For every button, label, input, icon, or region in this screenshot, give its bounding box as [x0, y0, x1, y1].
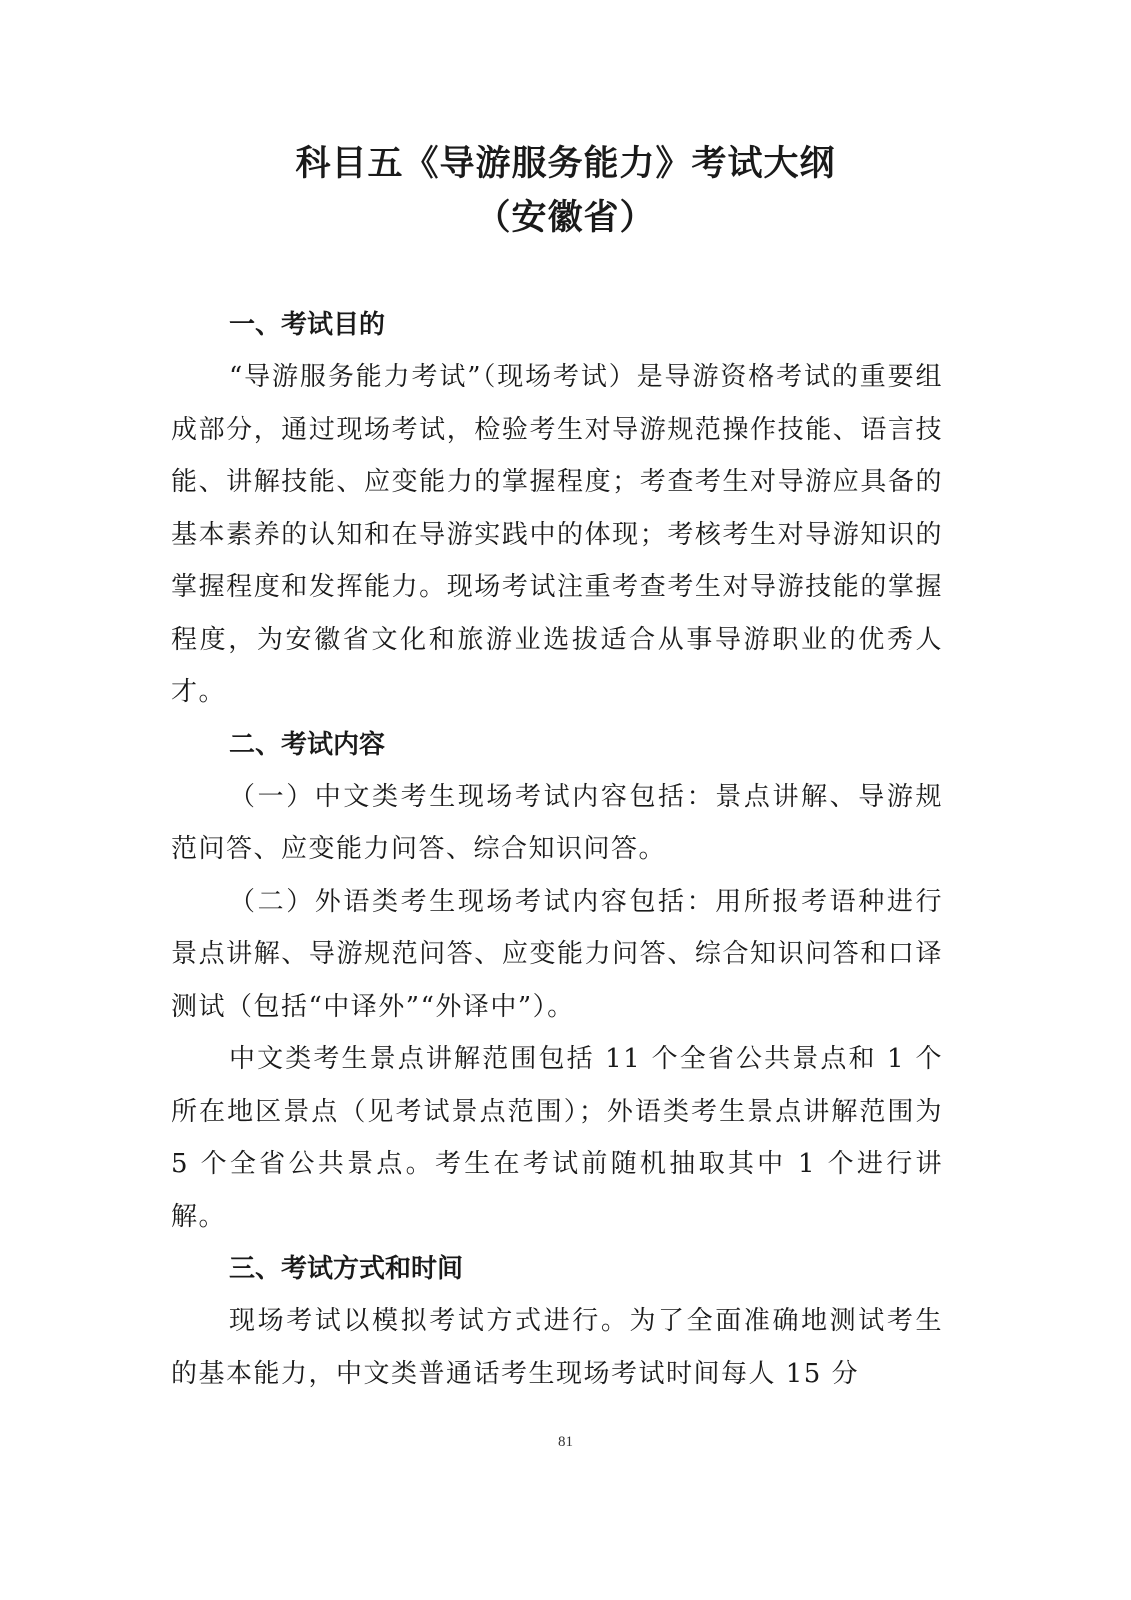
paragraph: 现场考试以模拟考试方式进行。为了全面准确地测试考生的基本能力，中文类普通话考生现场考试时间每人 15 分 [171, 1306, 943, 1389]
document-title: 科目五《导游服务能力》考试大纲 [295, 143, 836, 184]
section-exam-method [171, 1243, 943, 1400]
section-heading: 一、考试目的 [229, 310, 386, 340]
document-body [171, 299, 943, 1400]
section-heading: 三、考试方式和时间 [229, 1254, 464, 1284]
paragraph: （一）中文类考生现场考试内容包括：景点讲解、导游规范问答、应变能力问答、综合知识问答。 [171, 781, 943, 864]
paragraph: “导游服务能力考试”（现场考试）是导游资格考试的重要组成部分，通过现场考试，检验考生对导游规范操作技能、语言技能、讲解技能、应变能力的掌握程度；考查考生对导游应具备的基本素养的认知和在导游实践中的体现；考核考生对导游知识的掌握程度和发挥能力。现场考试注重考查考生对导游技能的掌握程度，为安徽省文化和旅游业选拔适合从事导游职业的优秀人才。 [171, 362, 943, 707]
section-exam-content [171, 719, 943, 1244]
paragraph: 中文类考生景点讲解范围包括 11 个全省公共景点和 1 个所在地区景点（见考试景点范围）；外语类考生景点讲解范围为 5 个全省公共景点。考生在考试前随机抽取其中 1 个进行讲解。 [171, 1044, 943, 1232]
document-subtitle: （安徽省） [475, 197, 656, 238]
paragraph: （二）外语类考生现场考试内容包括：用所报考语种进行景点讲解、导游规范问答、应变能力问答、综合知识问答和口译测试（包括“中译外”“外译中”）。 [171, 886, 943, 1022]
page-number: 81 [558, 1434, 573, 1450]
section-exam-purpose [171, 299, 943, 719]
section-heading: 二、考试内容 [229, 729, 386, 760]
